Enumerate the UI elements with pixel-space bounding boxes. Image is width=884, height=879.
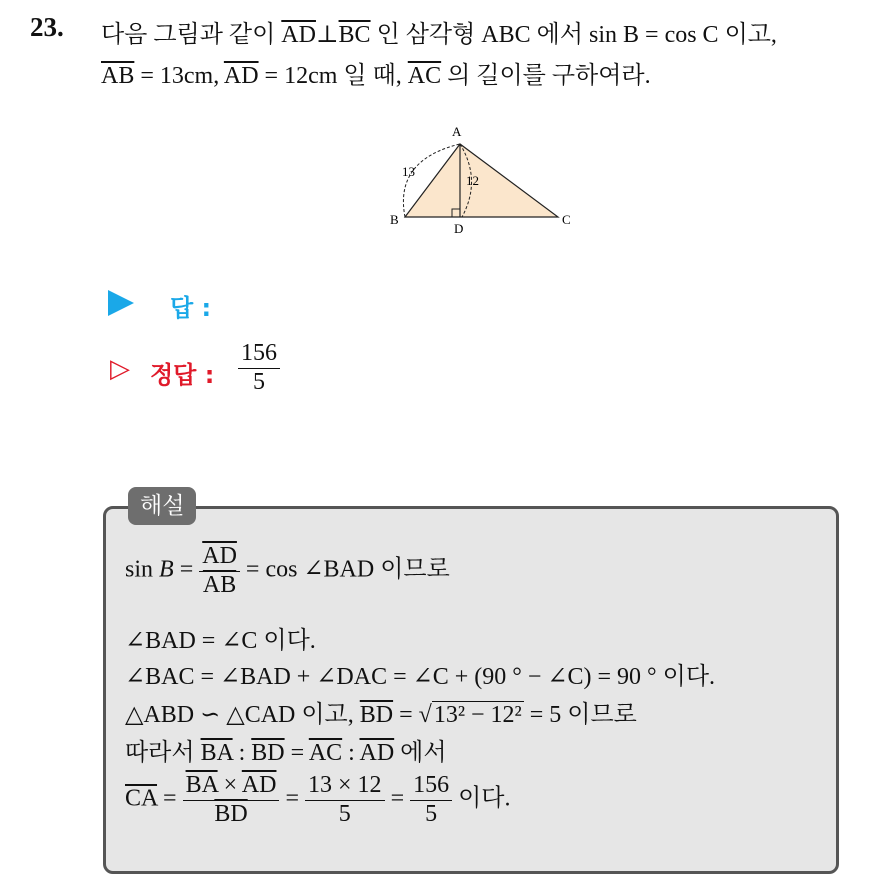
ratio-colon: : bbox=[232, 740, 252, 766]
problem-text: = 12cm 일 때, bbox=[258, 63, 408, 89]
vertex-label-b: B bbox=[390, 212, 399, 227]
answer-marker-icon bbox=[108, 290, 134, 316]
segment-ba: $\overline{BA}$ bbox=[185, 772, 218, 798]
problem-line-2 bbox=[101, 55, 651, 90]
solution-text: △ABD ∽ △CAD 이고, bbox=[125, 702, 360, 728]
segment-bd: $\overline{BD}$ bbox=[359, 702, 394, 728]
triangle-figure bbox=[382, 122, 582, 242]
triangle-fill bbox=[405, 144, 558, 217]
solution-line-3: ∠BAC = ∠BAD + ∠DAC = ∠C + (90 ° − ∠C) = 90 ° 이다. bbox=[125, 664, 716, 690]
segment-ad: $\overline{AD}$ bbox=[359, 740, 395, 766]
solution-text: 이다. bbox=[452, 785, 511, 812]
problem-text: = 13cm, bbox=[134, 63, 224, 89]
fraction-numerator bbox=[183, 772, 280, 801]
segment-ad: $\overline{AD}$ bbox=[281, 22, 316, 48]
segment-bc: $\overline{BC}$ bbox=[338, 22, 371, 48]
problem-number: 23. bbox=[30, 12, 64, 42]
solution-text: = cos ∠BAD 이므로 bbox=[239, 556, 450, 583]
correct-label: 정답 : bbox=[150, 361, 215, 389]
solution-text: 따라서 bbox=[125, 740, 201, 766]
solution-variable: B bbox=[159, 556, 174, 583]
segment-ac: $\overline{AC}$ bbox=[407, 63, 442, 89]
solution-line-6 bbox=[125, 772, 510, 828]
times-sign: × bbox=[217, 772, 242, 798]
radicand: 13² − 12² bbox=[433, 702, 522, 728]
solution-tag: 해설 bbox=[128, 487, 196, 525]
solution-text: = bbox=[173, 556, 200, 583]
answer-label: 답 : bbox=[170, 294, 212, 322]
solution-text: = 5 이므로 bbox=[523, 702, 637, 728]
solution-line-2: ∠BAD = ∠C 이다. bbox=[125, 628, 316, 654]
solution-text: = bbox=[384, 785, 411, 812]
fraction-denominator: 5 bbox=[425, 800, 438, 827]
problem-text: 인 삼각형 ABC 에서 sin B = cos C 이고, bbox=[370, 22, 777, 48]
segment-bd: $\overline{BD}$ bbox=[251, 740, 285, 766]
segment-ad: $\overline{AD}$ bbox=[223, 63, 259, 89]
solution-text: = bbox=[279, 785, 306, 812]
fraction-ad-ab bbox=[199, 543, 240, 599]
vertex-label-a: A bbox=[452, 124, 462, 139]
solution-line-5 bbox=[125, 732, 447, 767]
solution-text: = bbox=[393, 702, 419, 728]
fraction-denominator: 5 bbox=[338, 800, 351, 827]
radical-sign: √ bbox=[418, 702, 432, 728]
correct-denominator: 5 bbox=[253, 368, 265, 395]
segment-ab: $\overline{AB}$ bbox=[101, 63, 135, 89]
vertex-label-d: D bbox=[454, 221, 464, 236]
fraction-156-over-5 bbox=[410, 772, 452, 828]
fraction-denominator: BD bbox=[214, 800, 248, 827]
perp-symbol: ⊥ bbox=[315, 22, 339, 48]
vertex-label-c: C bbox=[562, 212, 571, 227]
correct-answer-value bbox=[238, 340, 280, 396]
fraction-ba-ad-over-bd bbox=[183, 772, 280, 828]
solution-text: sin bbox=[125, 556, 160, 583]
problem-text: 다음 그림과 같이 bbox=[101, 22, 282, 48]
solution-line-1 bbox=[125, 543, 450, 599]
problem-text: 의 길이를 구하여라. bbox=[441, 63, 651, 89]
fraction-denominator: AB bbox=[202, 571, 237, 598]
fraction-numerator: 13 × 12 bbox=[305, 772, 385, 801]
solution-text: = bbox=[157, 785, 183, 812]
problem-line-1 bbox=[101, 14, 777, 49]
segment-ca: $\overline{CA}$ bbox=[125, 785, 158, 812]
solution-line-4 bbox=[125, 694, 637, 729]
length-label-ad: 12 bbox=[466, 173, 479, 188]
segment-ad: $\overline{AD}$ bbox=[241, 772, 277, 798]
fraction-numerator: $\overline{AD}$ bbox=[199, 543, 240, 572]
fraction-numerator: 156 bbox=[410, 772, 452, 801]
square-root bbox=[419, 702, 524, 729]
segment-ba: $\overline{BA}$ bbox=[200, 740, 233, 766]
correct-marker-icon: ▷ bbox=[110, 354, 130, 384]
length-label-ab: 13 bbox=[402, 164, 415, 179]
correct-numerator: 156 bbox=[238, 340, 280, 369]
segment-ac: $\overline{AC}$ bbox=[308, 740, 343, 766]
fraction-13x12-over-5 bbox=[305, 772, 385, 828]
ratio-colon: : bbox=[342, 740, 360, 766]
solution-text: 에서 bbox=[394, 740, 447, 766]
solution-text: = bbox=[284, 740, 309, 766]
